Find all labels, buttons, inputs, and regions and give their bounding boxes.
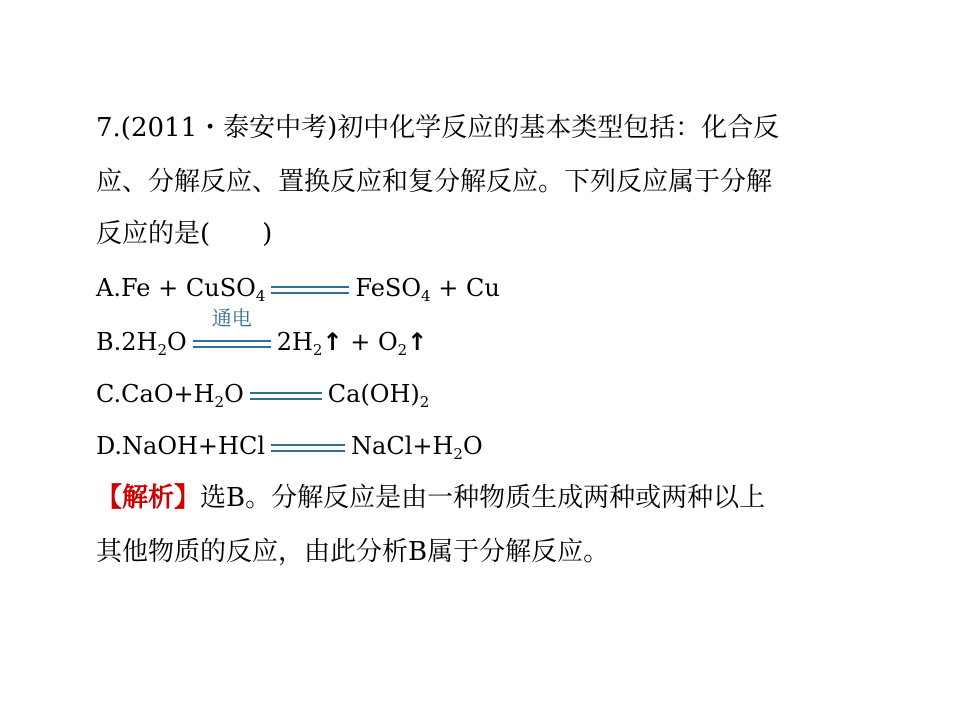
option-d-label: D. bbox=[96, 432, 123, 460]
gas-arrow-icon: ↑ bbox=[407, 328, 428, 356]
gas-arrow-icon: ↑ bbox=[322, 328, 343, 356]
option-c-products: $Ca(OH)_2$ bbox=[327, 380, 430, 411]
equals-sign bbox=[193, 305, 271, 348]
option-d[interactable] bbox=[96, 430, 483, 462]
option-b-reactants: $2H_2O$ bbox=[121, 328, 187, 359]
option-a-products: FeSO$_4$ + Cu bbox=[355, 274, 500, 305]
question-line-2: 应、分解反应、置换反应和复分解反应。下列反应属于分解 bbox=[96, 167, 773, 197]
reaction-condition: 通电 bbox=[211, 305, 252, 330]
option-d-reactants: NaOH+HCl bbox=[122, 432, 266, 460]
analysis-line-2: 其他物质的反应，由此分析B属于分解反应。 bbox=[96, 537, 610, 567]
equals-sign bbox=[271, 286, 349, 294]
equals-sign bbox=[271, 444, 345, 452]
analysis-text-1: 选B。分解反应是由一种物质生成两种或两种以上 bbox=[200, 483, 766, 513]
option-d-products: $NaCl+H_2O$ bbox=[351, 432, 483, 463]
option-c-label: C. bbox=[96, 380, 122, 408]
option-b-label: B. bbox=[96, 328, 122, 356]
analysis-line-1 bbox=[96, 482, 765, 514]
question-line-1: 7.(2011・泰安中考)初中化学反应的基本类型包括：化合反 bbox=[96, 113, 780, 143]
option-a[interactable] bbox=[96, 272, 500, 304]
option-b[interactable] bbox=[96, 305, 428, 359]
option-b-products: $2H_2↑$ + $O_2↑$ bbox=[276, 328, 428, 359]
option-c[interactable] bbox=[96, 378, 429, 410]
option-a-reactants: Fe + CuSO$_4$ bbox=[120, 274, 266, 305]
analysis-tag: 【解析】 bbox=[96, 483, 201, 513]
question-line-3: 反应的是( ) bbox=[96, 219, 273, 249]
equals-sign bbox=[250, 392, 322, 400]
option-a-label: A. bbox=[96, 274, 121, 302]
option-c-reactants: $CaO+H_2O$ bbox=[121, 380, 244, 411]
